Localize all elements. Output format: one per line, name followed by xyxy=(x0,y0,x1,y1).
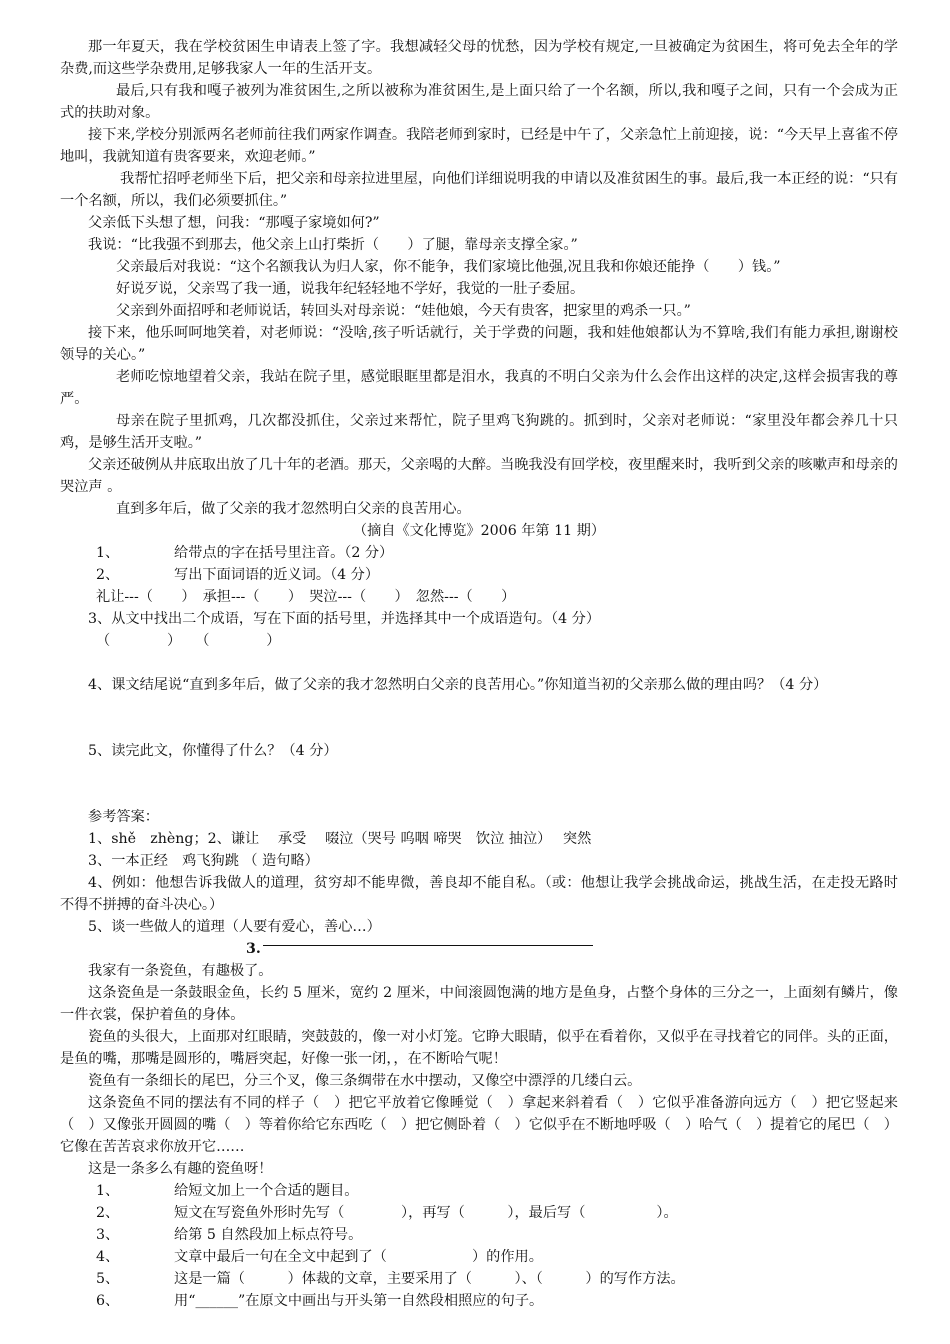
question-number: 2、 xyxy=(96,567,120,583)
question-number: 6、 xyxy=(96,1293,120,1309)
story2-paragraph: 这条瓷鱼是一条鼓眼金鱼，长约 5 厘米，宽约 2 厘米，中间滚圆饱满的地方是鱼身，占整个身体的三分之一，上面刻有鳞片，像一件衣裳，保护着鱼的身体。 xyxy=(60,985,898,1023)
question-text: 短文在写瓷鱼外形时先写（ ），再写（ ），最后写（ ）。 xyxy=(174,1205,678,1221)
question-item xyxy=(60,542,898,564)
question-number: 3、 xyxy=(96,1227,120,1243)
question-item xyxy=(60,1180,898,1202)
source-citation: （摘自《文化博览》2006 年第 11 期） xyxy=(352,523,606,539)
question-3: 3、从文中找出二个成语，写在下面的括号里，并选择其中一个成语造句。（4 分） xyxy=(88,611,601,627)
idiom-blanks: （ ） （ ） xyxy=(96,633,281,649)
section-3-label: 3. xyxy=(246,941,261,957)
story1-paragraph: 我说：“比我强不到那去，他父亲上山打柴折（ ）了腿，靠母亲支撑全家。” xyxy=(88,237,578,253)
answer-item: 4、例如：他想告诉我做人的道理，贫穷却不能卑微，善良却不能自私。（或：他想让我学会挑战命运，挑战生活，在走投无路时不得不拼搏的奋斗决心。） xyxy=(60,875,898,913)
question-number: 1、 xyxy=(96,545,120,561)
story1-paragraph: 直到多年后，做了父亲的我才忽然明白父亲的良苦用心。 xyxy=(116,501,471,517)
question-text: 文章中最后一句在全文中起到了（ ）的作用。 xyxy=(174,1249,543,1265)
question-item xyxy=(60,1268,898,1290)
story2-paragraph: 这是一条多么有趣的瓷鱼呀！ xyxy=(88,1161,273,1177)
section-3-heading xyxy=(60,938,898,960)
question-text: 写出下面词语的近义词。（4 分） xyxy=(174,567,380,583)
question-item xyxy=(60,1224,898,1246)
story1-paragraph: 最后,只有我和嘎子被列为准贫困生,之所以被称为准贫困生,是上面只给了一个名额，所以,我和嘎子之间，只有一个会成为正式的扶助对象。 xyxy=(60,83,898,121)
answers-heading: 参考答案： xyxy=(88,809,159,825)
story1-paragraph: 好说歹说，父亲骂了我一通，说我年纪轻轻地不学好，我觉的一肚子委屈。 xyxy=(116,281,585,297)
document-page xyxy=(60,36,898,1312)
question-item xyxy=(60,564,898,586)
question-number: 1、 xyxy=(96,1183,120,1199)
question-number: 4、 xyxy=(96,1249,120,1265)
story1-paragraph: 父亲低下头想了想，问我：“那嘎子家境如何?” xyxy=(88,215,380,231)
story2-paragraph: 我家有一条瓷鱼，有趣极了。 xyxy=(88,963,273,979)
question-5: 5、读完此文，你懂得了什么？（4 分） xyxy=(88,743,338,759)
question-item xyxy=(60,1246,898,1268)
question-text: 给第 5 自然段加上标点符号。 xyxy=(174,1227,363,1243)
question-item xyxy=(60,1202,898,1224)
story1-paragraph: 接下来，他乐呵呵地笑着，对老师说：“没啥,孩子听话就行，关于学费的问题，我和娃他娘都认为不算啥,我们有能力承担,谢谢校领导的关心。” xyxy=(60,325,898,363)
story1-paragraph: 那一年夏天，我在学校贫困生申请表上签了字。我想减轻父母的忧愁，因为学校有规定,一旦被确定为贫困生，将可免去全年的学杂费,而这些学杂费用,足够我家人一年的生活开支。 xyxy=(60,39,898,77)
answer-item: 5、谈一些做人的道理（人要有爱心，善心…） xyxy=(88,919,381,935)
story1-paragraph: 父亲最后对我说：“这个名额我认为归人家，你不能争，我们家境比他强,况且我和你娘还能挣（ ）钱。” xyxy=(116,259,781,275)
story2-paragraph: 瓷鱼的头很大，上面那对红眼睛，突鼓鼓的，像一对小灯笼。它睁大眼睛，似乎在看着你，又似乎在寻找着它的同伴。头的正面，是鱼的嘴，那嘴是圆形的，嘴唇突起，好像一张一闭，，在不断哈气呢！ xyxy=(60,1029,898,1067)
question-number: 2、 xyxy=(96,1205,120,1221)
heading-rule xyxy=(263,945,593,946)
story1-paragraph: 老师吃惊地望着父亲，我站在院子里，感觉眼眶里都是泪水，我真的不明白父亲为什么会作出这样的决定,这样会损害我的尊严。 xyxy=(60,369,898,407)
question-text: 用“______”在原文中画出与开头第一自然段相照应的句子。 xyxy=(174,1293,544,1309)
story1-paragraph: 我帮忙招呼老师坐下后，把父亲和母亲拉进里屋，向他们详细说明我的申请以及准贫困生的事。最后,我一本正经的说：“只有一个名额，所以，我们必须要抓住。” xyxy=(60,171,898,209)
story1-paragraph: 父亲到外面招呼和老师说话，转回头对母亲说：“娃他娘，今天有贵客，把家里的鸡杀一只。” xyxy=(116,303,691,319)
story1-paragraph: 接下来,学校分别派两名老师前往我们两家作调查。我陪老师到家时，已经是中午了，父亲急忙上前迎接，说：“今天早上喜雀不停地叫，我就知道有贵客要来，欢迎老师。” xyxy=(60,127,898,165)
question-item xyxy=(60,1290,898,1312)
question-text: 给带点的字在括号里注音。（2 分） xyxy=(174,545,394,561)
answer-item: 1、shě zhèng；2、谦让 承受 啜泣（哭号 呜咽 啼哭 饮泣 抽泣） 突然 xyxy=(88,831,592,847)
story1-paragraph: 母亲在院子里抓鸡，几次都没抓住，父亲过来帮忙，院子里鸡飞狗跳的。抓到时，父亲对老师说：“家里没年都会养几十只鸡，是够生活开支啦。” xyxy=(60,413,898,451)
question-number: 5、 xyxy=(96,1271,120,1287)
question-4: 4、课文结尾说“直到多年后，做了父亲的我才忽然明白父亲的良苦用心。”你知道当初的父亲那么做的理由吗？（4 分） xyxy=(88,677,828,693)
question-text: 这是一篇（ ）体裁的文章，主要采用了（ ）、（ ）的写作方法。 xyxy=(174,1271,685,1287)
synonym-blanks: 礼让---（ ） 承担---（ ） 哭泣---（ ） 忽然---（ ） xyxy=(96,589,516,605)
story1-paragraph: 父亲还破例从井底取出放了几十年的老酒。那天，父亲喝的大醉。当晚我没有回学校，夜里醒来时，我听到父亲的咳嗽声和母亲的哭泣声 。 xyxy=(60,457,898,495)
story2-paragraph: 瓷鱼有一条细长的尾巴，分三个叉，像三条绸带在水中摆动，又像空中漂浮的几缕白云。 xyxy=(88,1073,642,1089)
story2-paragraph: 这条瓷鱼不同的摆法有不同的样子（ ）把它平放着它像睡觉（ ）拿起来斜着看（ ）它似乎准备游向远方（ ）把它竖起来（ ）又像张开圆圆的嘴（ ）等着你给它东西吃（ ）把它侧卧着（ ）它似乎在不断地呼吸（ ）哈气（ ）提着它的尾巴（ ）它像在苦苦哀求你放开它…… xyxy=(60,1095,898,1155)
question-text: 给短文加上一个合适的题目。 xyxy=(174,1183,359,1199)
answer-item: 3、一本正经 鸡飞狗跳 （ 造句略） xyxy=(88,853,319,869)
